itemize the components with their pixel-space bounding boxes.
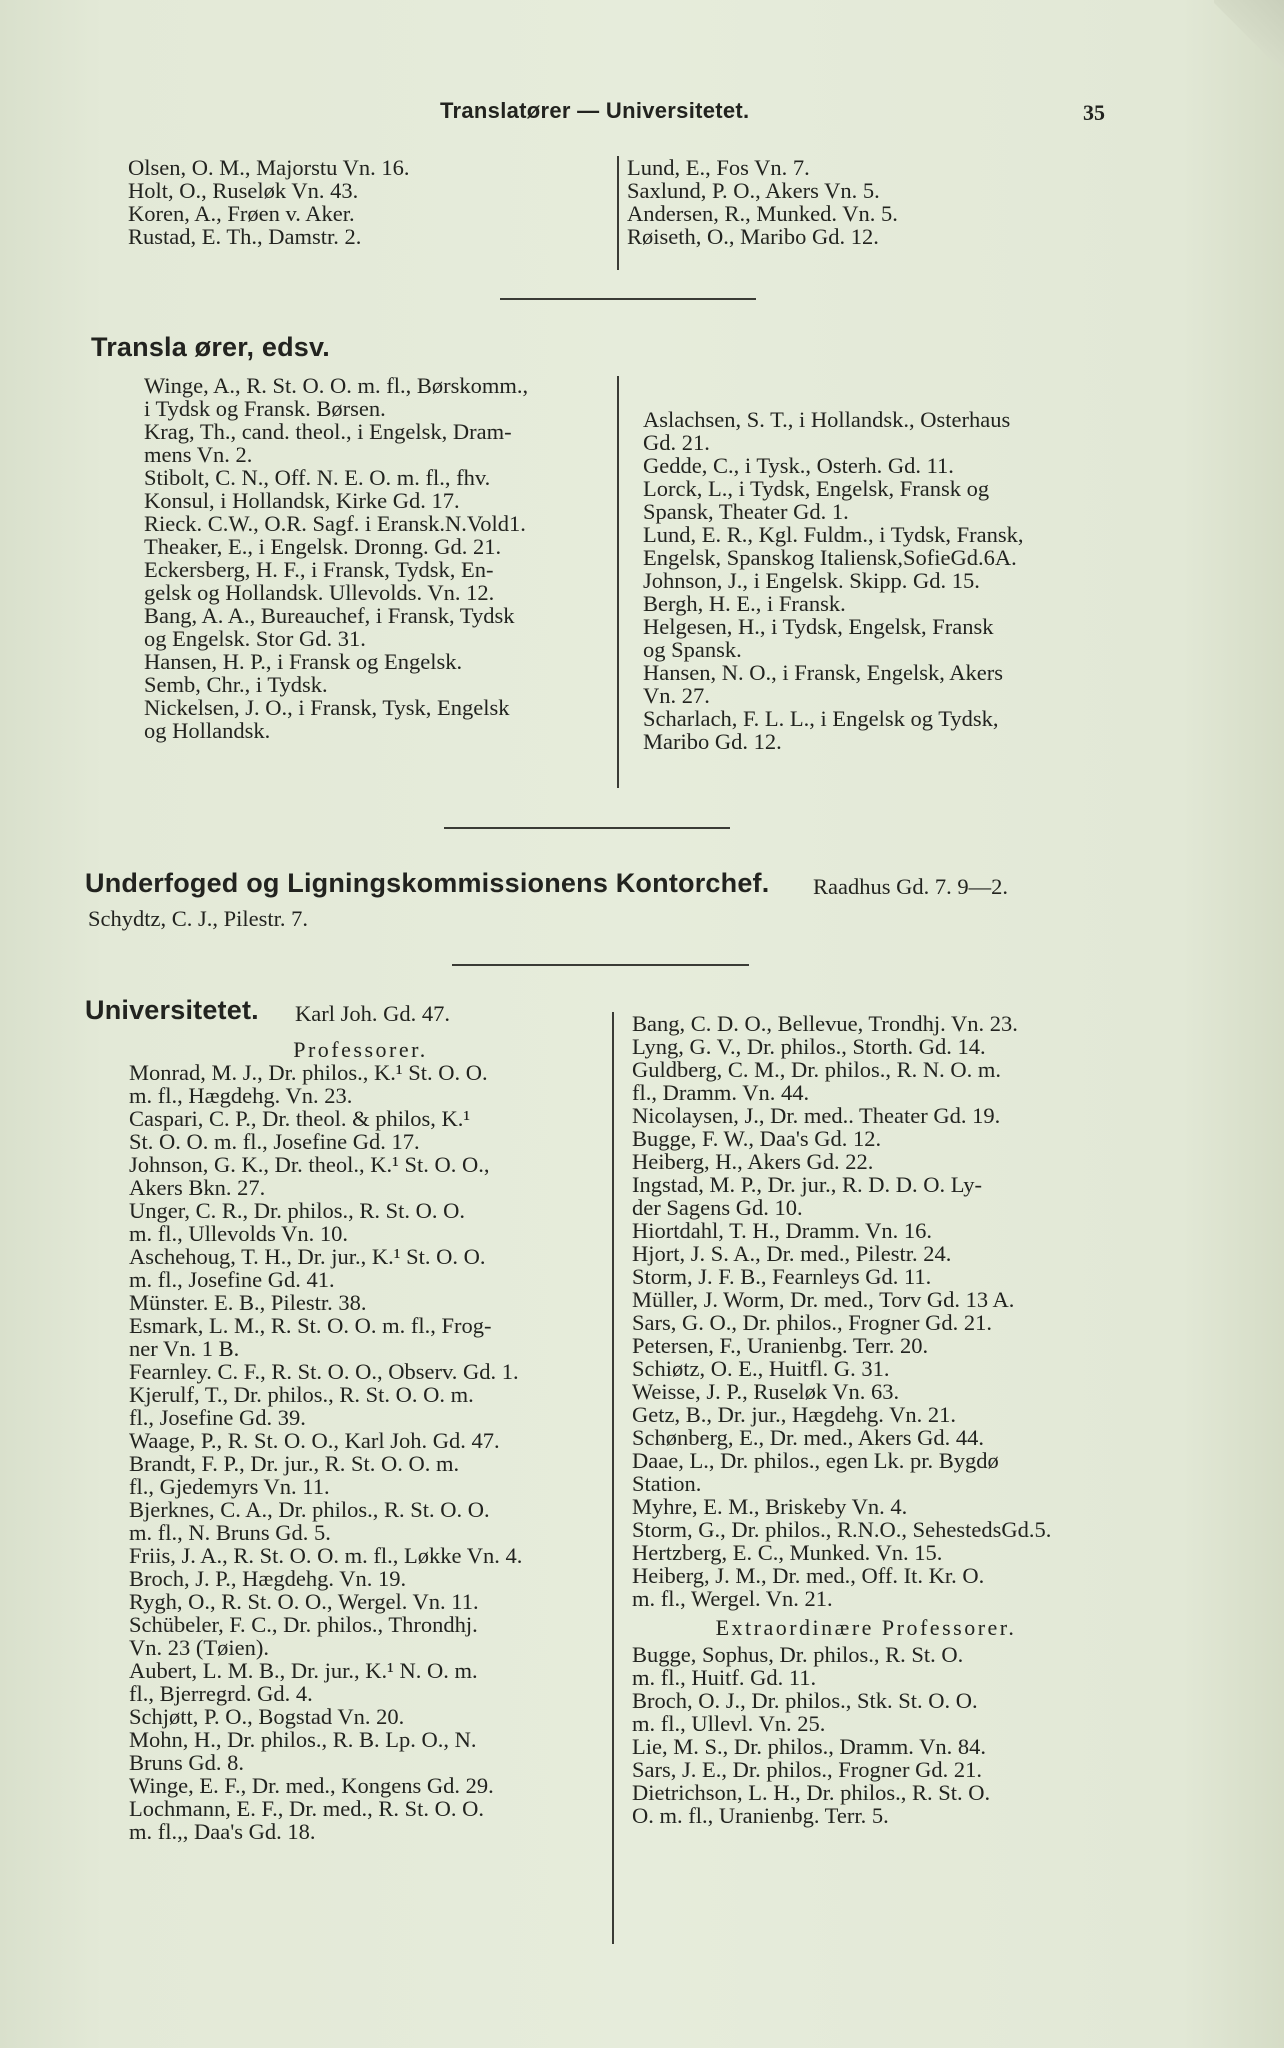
directory-entry [616, 1518, 1116, 1541]
directory-entry: Lund, E., Fos Vn. 7. [627, 155, 810, 180]
directory-entry [113, 1383, 608, 1429]
entry-line: Monrad, M. J., Dr. philos., K.¹ St. O. O. [129, 1060, 488, 1085]
directory-entry [113, 1613, 608, 1659]
entry-line: Fearnley. C. F., R. St. O. O., Observ. Gd. 1. [129, 1359, 519, 1384]
entry-line: Lie, M. S., Dr. philos., Dramm. Vn. 84. [632, 1734, 986, 1759]
directory-entry [113, 1291, 608, 1314]
entry-line: Hjort, J. S. A., Dr. med., Pilestr. 24. [632, 1241, 952, 1266]
directory-entry [616, 1357, 1116, 1380]
directory-entry [616, 1104, 1116, 1127]
entry-continuation: Vn. 27. [643, 683, 710, 708]
entry-line: Müller, J. Worm, Dr. med., Torv Gd. 13 A. [632, 1287, 1015, 1312]
entry-line: Kjerulf, T., Dr. philos., R. St. O. O. m. [129, 1382, 474, 1407]
entry-continuation: Bruns Gd. 8. [129, 1750, 245, 1775]
directory-entry [616, 1380, 1116, 1403]
directory-entry [616, 1449, 1116, 1495]
directory-entry [616, 1403, 1116, 1426]
entry-line: Sars, J. E., Dr. philos., Frogner Gd. 21. [632, 1757, 982, 1782]
entry-line: Petersen, F., Uranienbg. Terr. 20. [632, 1333, 929, 1358]
running-header [0, 98, 1284, 132]
directory-entry [616, 1219, 1116, 1242]
directory-entry [128, 604, 608, 650]
directory-entry [113, 1797, 608, 1843]
directory-entry [113, 1429, 608, 1452]
entry-line: Rieck. C.W., O.R. Sagf. i Eransk.N.Vold1. [144, 511, 526, 536]
entry-continuation: og Engelsk. Stor Gd. 31. [144, 626, 366, 651]
entry-line: Stibolt, C. N., Off. N. E. O. m. fl., fhv. [144, 465, 491, 490]
directory-entry [128, 420, 608, 466]
entry-line: Heiberg, H., Akers Gd. 22. [632, 1149, 874, 1174]
directory-entry [627, 707, 1117, 753]
entry-continuation: Konsul, i Hollandsk, Kirke Gd. 17. [144, 488, 460, 513]
entry-line: Schønberg, E., Dr. med., Akers Gd. 44. [632, 1425, 985, 1450]
entry-continuation: der Sagens Gd. 10. [632, 1195, 803, 1220]
section-separator [444, 827, 730, 829]
directory-entry [128, 535, 608, 558]
entry-continuation: fl., Dramm. Vn. 44. [632, 1080, 810, 1105]
column-divider [612, 1012, 614, 1944]
running-title: Translatører — Universitetet. [440, 98, 750, 123]
entry-line: Weisse, J. P., Ruseløk Vn. 63. [632, 1379, 900, 1404]
directory-entry [616, 1426, 1116, 1449]
column-divider [617, 156, 619, 270]
entry-line: Brandt, F. P., Dr. jur., R. St. O. O. m. [129, 1451, 460, 1476]
directory-entry [113, 1498, 608, 1544]
entry-line: Johnson, G. K., Dr. theol., K.¹ St. O. O., [129, 1152, 490, 1177]
entry-line: Hertzberg, E. C., Munked. Vn. 15. [632, 1540, 943, 1565]
directory-entry [627, 477, 1117, 523]
directory-entry [113, 1199, 608, 1245]
underfoged-address: Raadhus Gd. 7. 9—2. [813, 874, 1008, 899]
section-heading-universitetet: Universitetet. [85, 995, 259, 1025]
directory-entry [627, 454, 1117, 477]
directory-entry [113, 1360, 608, 1383]
entry-continuation: m. fl., Ullevl. Vn. 25. [632, 1711, 826, 1736]
directory-entry [616, 1035, 1116, 1058]
directory-entry [627, 523, 1117, 569]
entry-continuation: Station. [632, 1471, 702, 1496]
entry-line: Mohn, H., Dr. philos., R. B. Lp. O., N. [129, 1727, 477, 1752]
entry-line: Gedde, C., i Tysk., Osterh. Gd. 11. [643, 453, 954, 478]
entry-line: Bjerknes, C. A., Dr. philos., R. St. O. O. [129, 1497, 490, 1522]
directory-entry: Saxlund, P. O., Akers Vn. 5. [627, 178, 880, 203]
section1-left-column [128, 156, 608, 248]
directory-entry [128, 466, 608, 512]
directory-entry [616, 1689, 1116, 1735]
directory-entry [113, 1314, 608, 1360]
entry-continuation: m. fl., N. Bruns Gd. 5. [129, 1520, 331, 1545]
directory-entry [616, 1012, 1116, 1035]
entry-line: Schiøtz, O. E., Huitfl. G. 31. [632, 1356, 890, 1381]
directory-entry [128, 673, 608, 696]
column-divider [617, 376, 619, 788]
entry-continuation: fl., Gjedemyrs Vn. 11. [129, 1474, 330, 1499]
directory-entry [627, 592, 1117, 615]
section-separator [500, 298, 756, 300]
entry-line: Lund, E. R., Kgl. Fuldm., i Tydsk, Fransk, [643, 522, 1024, 547]
directory-entry [616, 1564, 1116, 1610]
directory-entry [113, 1567, 608, 1590]
entry-line: Winge, A., R. St. O. O. m. fl., Børskomm., [144, 373, 529, 398]
directory-entry [113, 1107, 608, 1153]
entry-continuation: mens Vn. 2. [144, 442, 253, 467]
entry-line: Rygh, O., R. St. O. O., Wergel. Vn. 11. [129, 1589, 479, 1614]
directory-entry [128, 512, 608, 535]
entry-line: Lyng, G. V., Dr. philos., Storth. Gd. 14. [632, 1034, 986, 1059]
directory-entry [616, 1541, 1116, 1564]
directory-entry [113, 1153, 608, 1199]
directory-entry [627, 615, 1117, 661]
entry-line: Waage, P., R. St. O. O., Karl Joh. Gd. 47. [129, 1428, 500, 1453]
entry-continuation: m. fl., Wergel. Vn. 21. [632, 1586, 833, 1611]
entry-line: Esmark, L. M., R. St. O. O. m. fl., Frog- [129, 1313, 492, 1338]
section-separator [452, 964, 749, 966]
entry-line: Aschehoug, T. H., Dr. jur., K.¹ St. O. O. [129, 1244, 486, 1269]
entry-line: Guldberg, C. M., Dr. philos., R. N. O. m. [632, 1057, 1001, 1082]
entry-line: Johnson, J., i Engelsk. Skipp. Gd. 15. [643, 568, 980, 593]
directory-entry: Olsen, O. M., Majorstu Vn. 16. [128, 155, 410, 180]
directory-entry [627, 661, 1117, 707]
entry-line: Nicolaysen, J., Dr. med.. Theater Gd. 19. [632, 1103, 1001, 1128]
directory-entry [128, 696, 608, 742]
entry-line: Getz, B., Dr. jur., Hægdehg. Vn. 21. [632, 1402, 956, 1427]
entry-line: Semb, Chr., i Tydsk. [144, 672, 328, 697]
entry-line: Bergh, H. E., i Fransk. [643, 591, 846, 616]
entry-line: Aslachsen, S. T., i Hollandsk., Osterhaus [643, 407, 1011, 432]
entry-continuation: m. fl.,, Daa's Gd. 18. [129, 1819, 316, 1844]
entry-continuation: og Spansk. [643, 637, 742, 662]
entry-line: Heiberg, J. M., Dr. med., Off. It. Kr. O. [632, 1563, 985, 1588]
entry-line: Hiortdahl, T. H., Dramm. Vn. 16. [632, 1218, 932, 1243]
directory-entry [616, 1643, 1116, 1689]
entry-line: Friis, J. A., R. St. O. O. m. fl., Løkke Vn. 4. [129, 1543, 523, 1568]
directory-entry [113, 1728, 608, 1774]
directory-entry [616, 1242, 1116, 1265]
entry-line: Aubert, L. M. B., Dr. jur., K.¹ N. O. m. [129, 1658, 478, 1683]
directory-entry [627, 569, 1117, 592]
entry-continuation: gelsk og Hollandsk. Ullevolds. Vn. 12. [144, 580, 495, 605]
universitetet-address: Karl Joh. Gd. 47. [295, 1001, 450, 1026]
directory-entry [627, 408, 1117, 454]
directory-entry [616, 1758, 1116, 1781]
extraordinary-professors-label: Extraordinære Professorer. [715, 1615, 1017, 1640]
entry-line: Hansen, H. P., i Fransk og Engelsk. [144, 649, 463, 674]
entry-line: Bang, A. A., Bureauchef, i Fransk, Tydsk [144, 603, 515, 628]
entry-line: Lorck, L., i Tydsk, Engelsk, Fransk og [643, 476, 990, 501]
entry-line: Theaker, E., i Engelsk. Dronng. Gd. 21. [144, 534, 502, 559]
directory-entry [128, 374, 608, 420]
professors-label: Professorer. [293, 1037, 428, 1062]
section-heading-translators: Transla ører, edsv. [91, 332, 330, 362]
entry-continuation: Engelsk, Spanskog Italiensk,SofieGd.6A. [643, 545, 1017, 570]
directory-entry [113, 1452, 608, 1498]
entry-line: Schjøtt, P. O., Bogstad Vn. 20. [129, 1704, 405, 1729]
directory-entry [113, 1590, 608, 1613]
entry-line: Bang, C. D. O., Bellevue, Trondhj. Vn. 23. [632, 1011, 1018, 1036]
directory-entry [113, 1061, 608, 1107]
directory-entry [616, 1781, 1116, 1827]
directory-entry [128, 558, 608, 604]
directory-entry [113, 1245, 608, 1291]
section-heading-underfoged: Underfoged og Ligningskommissionens Kontorchef. [85, 868, 770, 898]
entry-continuation: Akers Bkn. 27. [129, 1175, 266, 1200]
directory-entry: Andersen, R., Munked. Vn. 5. [627, 201, 898, 226]
entry-line: Bugge, Sophus, Dr. philos., R. St. O. [632, 1642, 964, 1667]
entry-line: Helgesen, H., i Tydsk, Engelsk, Fransk [643, 614, 994, 639]
directory-entry [616, 1334, 1116, 1357]
entry-line: Broch, J. P., Hægdehg. Vn. 19. [129, 1566, 407, 1591]
entry-line: Hansen, N. O., i Fransk, Engelsk, Akers [643, 660, 1003, 685]
entry-continuation: Maribo Gd. 12. [643, 729, 782, 754]
entry-line: Bugge, F. W., Daa's Gd. 12. [632, 1126, 882, 1151]
entry-line: Krag, Th., cand. theol., i Engelsk, Dram- [144, 419, 512, 444]
entry-line: Myhre, E. M., Briskeby Vn. 4. [632, 1494, 908, 1519]
directory-entry [616, 1288, 1116, 1311]
entry-continuation: Vn. 23 (Tøien). [129, 1635, 269, 1660]
entry-continuation: og Hollandsk. [144, 718, 271, 743]
section1-right-column [627, 156, 1107, 248]
entry-line: Sars, G. O., Dr. philos., Frogner Gd. 21. [632, 1310, 992, 1335]
entry-continuation: Spansk, Theater Gd. 1. [643, 499, 849, 524]
section4-right-column [616, 1012, 1116, 1827]
directory-entry: Holt, O., Ruseløk Vn. 43. [128, 178, 359, 203]
entry-continuation: i Tydsk og Fransk. Børsen. [144, 396, 386, 421]
entry-continuation: m. fl., Josefine Gd. 41. [129, 1267, 335, 1292]
entry-line: Caspari, C. P., Dr. theol. & philos, K.¹ [129, 1106, 471, 1131]
entry-line: Daae, L., Dr. philos., egen Lk. pr. Bygdø [632, 1448, 999, 1473]
entry-continuation: m. fl., Hægdehg. Vn. 23. [129, 1083, 353, 1108]
entry-line: Winge, E. F., Dr. med., Kongens Gd. 29. [129, 1773, 494, 1798]
entry-line: Broch, O. J., Dr. philos., Stk. St. O. O. [632, 1688, 978, 1713]
directory-entry [113, 1774, 608, 1797]
section2-left-column [128, 374, 608, 742]
page-corner-fold [1214, 0, 1284, 90]
entry-line: Eckersberg, H. F., i Fransk, Tydsk, En- [144, 557, 494, 582]
entry-line: Unger, C. R., Dr. philos., R. St. O. O. [129, 1198, 465, 1223]
entry-line: Lochmann, E. F., Dr. med., R. St. O. O. [129, 1796, 485, 1821]
directory-entry [616, 1311, 1116, 1334]
entry-line: Scharlach, F. L. L., i Engelsk og Tydsk, [643, 706, 999, 731]
section4-left-column [113, 1038, 608, 1843]
directory-entry [616, 1058, 1116, 1104]
entry-continuation: O. m. fl., Uranienbg. Terr. 5. [632, 1803, 889, 1828]
entry-line: Schübeler, F. C., Dr. philos., Throndhj. [129, 1612, 478, 1637]
entry-line: Münster. E. B., Pilestr. 38. [129, 1290, 367, 1315]
directory-entry [616, 1173, 1116, 1219]
directory-entry: Rustad, E. Th., Damstr. 2. [128, 224, 362, 249]
directory-entry [113, 1705, 608, 1728]
directory-entry: Røiseth, O., Maribo Gd. 12. [627, 224, 879, 249]
directory-entry [616, 1150, 1116, 1173]
directory-entry [113, 1659, 608, 1705]
entry-line: Ingstad, M. P., Dr. jur., R. D. D. O. Ly- [632, 1172, 983, 1197]
directory-entry [616, 1735, 1116, 1758]
entry-continuation: fl., Bjerregrd. Gd. 4. [129, 1681, 313, 1706]
entry-line: Nickelsen, J. O., i Fransk, Tysk, Engelsk [144, 695, 510, 720]
directory-entry [113, 1544, 608, 1567]
page-number: 35 [1083, 100, 1105, 125]
directory-entry [128, 650, 608, 673]
directory-entry [616, 1265, 1116, 1288]
underfoged-entry: Schydtz, C. J., Pilestr. 7. [88, 906, 309, 931]
entry-continuation: m. fl., Ullevolds Vn. 10. [129, 1221, 348, 1246]
section2-right-column [627, 408, 1117, 753]
entry-continuation: St. O. O. m. fl., Josefine Gd. 17. [129, 1129, 420, 1154]
entry-continuation: ner Vn. 1 B. [129, 1336, 240, 1361]
entry-continuation: fl., Josefine Gd. 39. [129, 1405, 306, 1430]
entry-line: Storm, J. F. B., Fearnleys Gd. 11. [632, 1264, 932, 1289]
directory-entry [616, 1495, 1116, 1518]
entry-continuation: m. fl., Huitf. Gd. 11. [632, 1665, 817, 1690]
directory-entry [616, 1127, 1116, 1150]
entry-line: Dietrichson, L. H., Dr. philos., R. St. O. [632, 1780, 991, 1805]
entry-continuation: Gd. 21. [643, 430, 710, 455]
directory-entry: Koren, A., Frøen v. Aker. [128, 201, 355, 226]
entry-line: Storm, G., Dr. philos., R.N.O., SehestedsGd.5. [632, 1517, 1052, 1542]
